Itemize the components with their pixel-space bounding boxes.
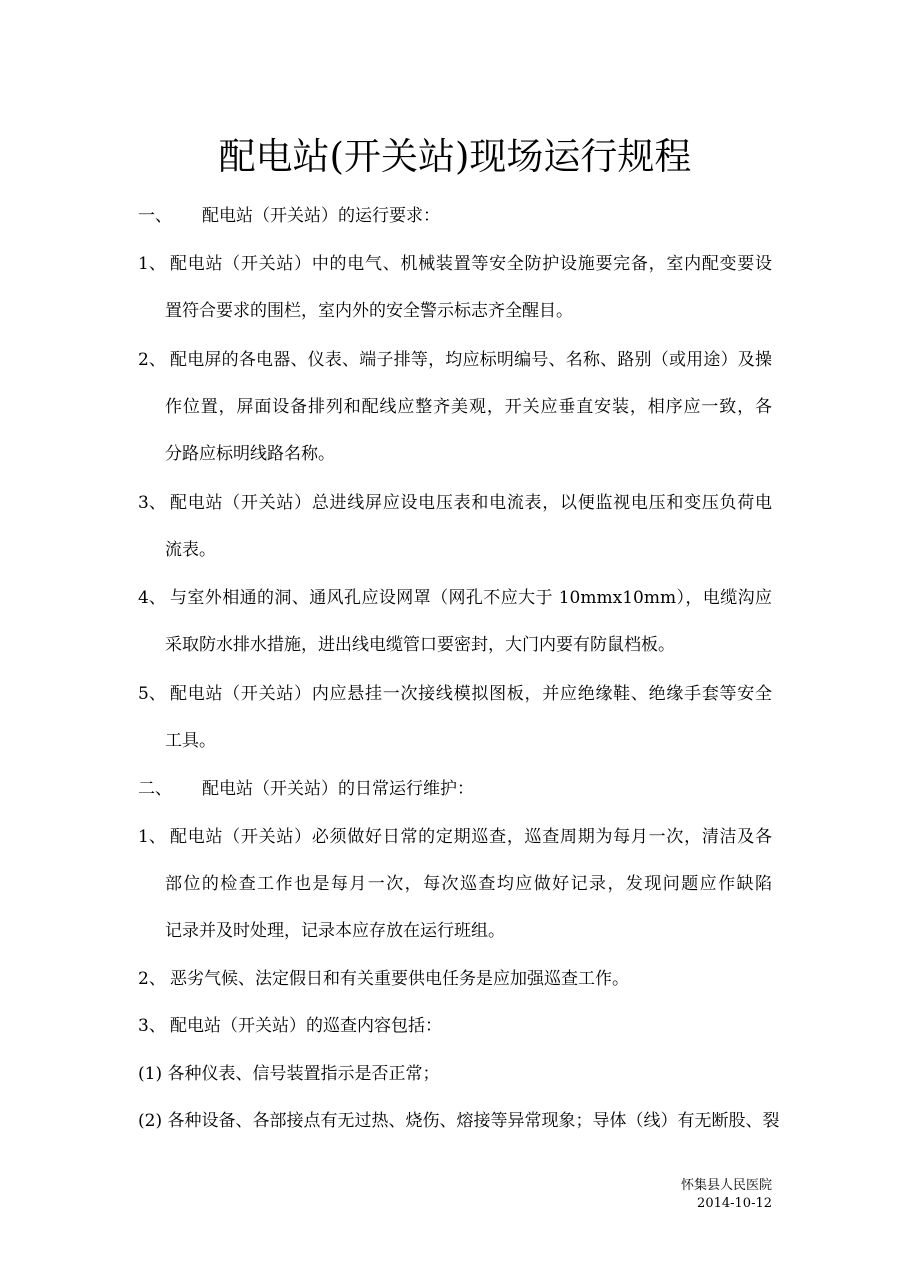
footer-org: 怀集县人民医院 [680,1178,772,1193]
item-2-2-number: 2、 [138,969,166,989]
item-2-1-number: 1、 [138,827,166,847]
item-2-3-number: 3、 [138,1016,166,1036]
item-1-5-line-2: 工具。 [165,731,216,751]
section-1-number: 一、 [138,206,172,226]
footer-date: 2014-10-12 [697,1196,772,1211]
item-1-2-line-1: 配电屏的各电器、仪表、端子排等，均应标明编号、名称、路别（或用途）及操 [170,350,772,370]
section-2-number: 二、 [138,779,172,799]
section-2-heading: 配电站（开关站）的日常运行维护： [202,779,474,799]
item-2-3-line-1: 配电站（开关站）的巡查内容包括： [170,1016,442,1036]
item-1-4-number: 4、 [138,588,166,608]
item-1-3-line-2: 流表。 [165,540,216,560]
item-2-1-line-1: 配电站（开关站）必须做好日常的定期巡查，巡查周期为每月一次，清洁及各 [170,827,772,847]
document-title: 配电站(开关站)现场运行规程 [218,135,692,178]
item-1-2-number: 2、 [138,350,166,370]
item-1-1-line-2: 置符合要求的围栏，室内外的安全警示标志齐全醒目。 [165,301,573,321]
section-1-heading: 配电站（开关站）的运行要求： [202,206,440,226]
item-1-3-line-1: 配电站（开关站）总进线屏应设电压表和电流表，以便监视电压和变压负荷电 [170,493,772,513]
item-1-5-number: 5、 [138,684,166,704]
item-1-4-line-1: 与室外相通的洞、通风孔应设网罩（网孔不应大于 10mmx10mm），电缆沟应 [170,588,772,608]
item-2-1-line-3: 记录并及时处理，记录本应存放在运行班组。 [165,921,505,941]
item-1-5-line-1: 配电站（开关站）内应悬挂一次接线模拟图板，并应绝缘鞋、绝缘手套等安全 [170,684,772,704]
item-1-3-number: 3、 [138,493,166,513]
item-2-1-line-2: 部位的检查工作也是每月一次，每次巡查均应做好记录，发现问题应作缺陷 [165,874,772,894]
item-1-1-number: 1、 [138,254,166,274]
item-1-2-line-3: 分路应标明线路名称。 [165,444,335,464]
item-2-2-line-1: 恶劣气候、法定假日和有关重要供电任务是应加强巡查工作。 [170,969,629,989]
sub-item-1: (1) 各种仪表、信号装置指示是否正常； [138,1064,440,1084]
sub-item-2: (2) 各种设备、各部接点有无过热、烧伤、熔接等异常现象；导体（线）有无断股、裂 [138,1111,780,1131]
item-1-1-line-1: 配电站（开关站）中的电气、机械装置等安全防护设施要完备，室内配变要设 [170,254,772,274]
item-1-4-line-2: 采取防水排水措施，进出线电缆管口要密封，大门内要有防鼠档板。 [165,635,675,655]
item-1-2-line-2: 作位置，屏面设备排列和配线应整齐美观，开关应垂直安装，相序应一致，各 [165,397,772,417]
